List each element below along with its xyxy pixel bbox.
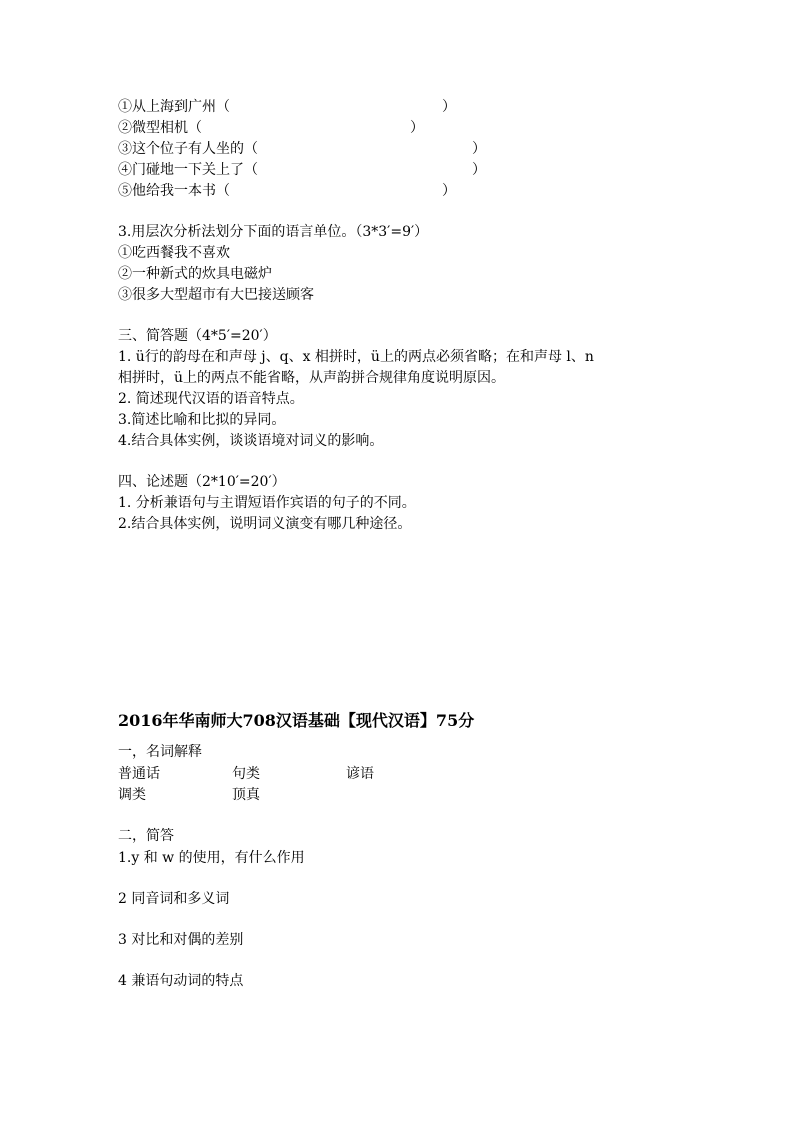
fill-item-4-close: ） [472,162,486,178]
fill-item-1-close: ） [442,99,456,115]
part2-section-2-q4: 4 兼语句动词的特点 [118,973,244,989]
part2-section-2-q2: 2 同音词和多义词 [118,891,230,907]
part2-section-2-q1: 1.y 和 w 的使用，有什么作用 [118,850,305,866]
exam-heading: 2016年华南师大708汉语基础【现代汉语】75分 [118,711,475,730]
fill-item-5-close: ） [442,183,456,199]
fill-item-2-close: ） [410,120,424,136]
fill-item-1: ①从上海到广州（ [118,99,230,115]
question-3-item-3: ③很多大型超市有大巴接送顾客 [118,287,314,303]
fill-item-4: ④门碰地一下关上了（ [118,162,258,178]
section-3-title: 三、简答题（4*5′=20′） [118,328,277,344]
section-3-q4: 4.结合具体实例，谈谈语境对词义的影响。 [118,433,384,449]
question-3-item-2: ②一种新式的炊具电磁炉 [118,266,272,282]
part2-section-1-title: 一，名词解释 [118,744,202,760]
section-3-q3: 3.简述比喻和比拟的异同。 [118,412,286,428]
question-3-title: 3.用层次分析法划分下面的语言单位。（3*3′=9′） [118,224,429,240]
term-item: 调类 [118,787,146,803]
question-3-item-1: ①吃西餐我不喜欢 [118,245,230,261]
term-item: 谚语 [346,766,374,782]
term-item: 普通话 [118,766,160,782]
term-item: 顶真 [232,787,260,803]
section-3-q1-line2: 相拼时，ü上的两点不能省略，从声韵拼合规律角度说明原因。 [118,370,506,386]
part2-section-2-title: 二，简答 [118,828,174,844]
fill-item-3: ③这个位子有人坐的（ [118,141,258,157]
term-item: 句类 [232,766,260,782]
section-4-q1: 1. 分析兼语句与主谓短语作宾语的句子的不同。 [118,495,416,511]
fill-item-3-close: ） [472,141,486,157]
section-4-title: 四、论述题（2*10′=20′） [118,474,286,490]
fill-item-2: ②微型相机（ [118,120,202,136]
section-4-q2: 2.结合具体实例，说明词义演变有哪几种途径。 [118,516,412,532]
section-3-q1-line1: 1. ü行的韵母在和声母 j、q、x 相拼时，ü上的两点必须省略；在和声母 l、n [118,349,594,365]
fill-item-5: ⑤他给我一本书（ [118,183,230,199]
part2-section-2-q3: 3 对比和对偶的差别 [118,932,244,948]
section-3-q2: 2. 简述现代汉语的语音特点。 [118,391,304,407]
